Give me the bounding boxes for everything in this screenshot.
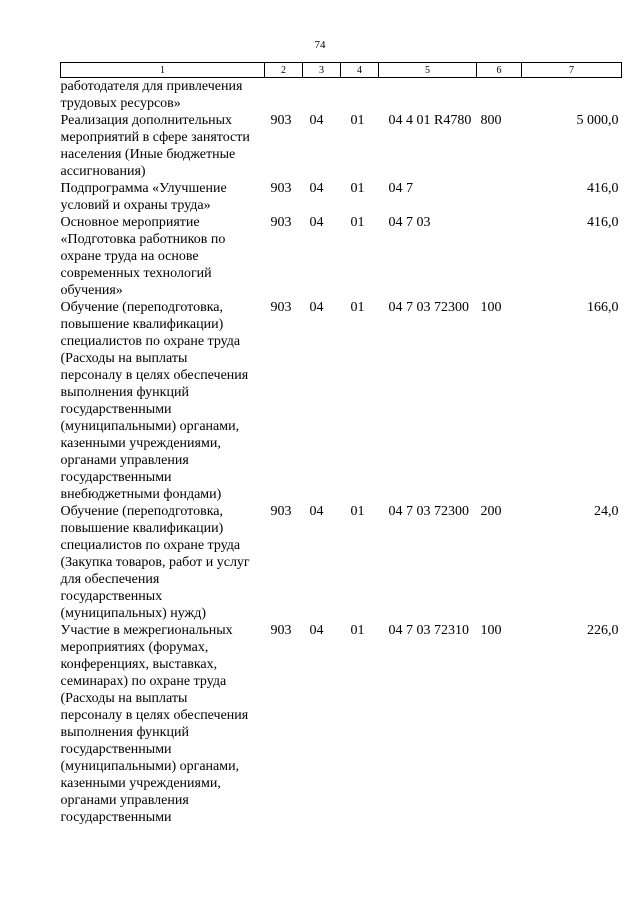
subsection-code-cell: 01 bbox=[350, 623, 365, 638]
table-body bbox=[61, 78, 622, 827]
row-name-line: казенными учреждениями, bbox=[60, 436, 221, 451]
column-header-3: 3 bbox=[303, 63, 341, 78]
row-name-cell bbox=[61, 299, 265, 503]
expense-type-cell: 800 bbox=[480, 113, 502, 128]
row-name-line: казенными учреждениями, bbox=[60, 776, 221, 791]
amount-cell: 226,0 bbox=[587, 623, 619, 638]
table-row bbox=[61, 180, 622, 214]
row-name-line: специалистов по охране труда bbox=[60, 538, 241, 553]
row-name-line: государственными bbox=[60, 402, 172, 417]
section-code-cell bbox=[303, 78, 341, 113]
row-name-cell bbox=[61, 78, 265, 113]
target-article-cell bbox=[379, 78, 477, 113]
page-number: 74 bbox=[314, 39, 326, 51]
row-name-line: современных технологий bbox=[60, 266, 212, 281]
table-row bbox=[61, 112, 622, 180]
grbs-code-cell: 903 bbox=[270, 623, 292, 638]
table-row bbox=[61, 214, 622, 299]
column-number-header-row bbox=[61, 63, 622, 78]
grbs-code-cell: 903 bbox=[270, 215, 292, 230]
section-code-cell: 04 bbox=[309, 300, 324, 315]
amount-cell: 416,0 bbox=[587, 215, 619, 230]
row-name-line: выполнения функций bbox=[60, 385, 189, 400]
row-name-line: (муниципальными) органами, bbox=[60, 419, 240, 434]
grbs-code-cell: 903 bbox=[270, 181, 292, 196]
target-article-cell: 04 4 01 R4780 bbox=[388, 113, 472, 128]
row-name-line: (Закупка товаров, работ и услуг bbox=[60, 555, 250, 570]
column-header-1: 1 bbox=[61, 63, 265, 78]
expense-type-cell bbox=[477, 180, 522, 214]
row-name-line: Обучение (переподготовка, bbox=[60, 300, 224, 315]
row-name-line: работодателя для привлечения bbox=[60, 79, 243, 94]
section-code-cell: 04 bbox=[309, 504, 324, 519]
row-name-line: конференциях, выставках, bbox=[60, 657, 218, 672]
row-name-line: населения (Иные бюджетные bbox=[60, 147, 236, 162]
subsection-code-cell: 01 bbox=[350, 504, 365, 519]
row-name-cell bbox=[61, 112, 265, 180]
section-code-cell: 04 bbox=[309, 215, 324, 230]
row-name-line: (Расходы на выплаты bbox=[60, 691, 188, 706]
column-header-7: 7 bbox=[522, 63, 622, 78]
expense-type-cell bbox=[477, 214, 522, 299]
subsection-code-cell: 01 bbox=[350, 113, 365, 128]
row-name-line: (Расходы на выплаты bbox=[60, 351, 188, 366]
row-name-line: семинарах) по охране труда bbox=[60, 674, 227, 689]
row-name-line: трудовых ресурсов» bbox=[60, 96, 181, 111]
section-code-cell: 04 bbox=[309, 181, 324, 196]
row-name-line: органами управления bbox=[60, 453, 189, 468]
budget-table bbox=[60, 62, 622, 826]
row-name-line: Участие в межрегиональных bbox=[60, 623, 233, 638]
grbs-code-cell: 903 bbox=[270, 504, 292, 519]
column-header-6: 6 bbox=[477, 63, 522, 78]
row-name-line: Обучение (переподготовка, bbox=[60, 504, 224, 519]
row-name-line: условий и охраны труда» bbox=[60, 198, 211, 213]
amount-cell bbox=[522, 78, 622, 113]
expense-type-cell: 100 bbox=[480, 623, 502, 638]
column-header-5: 5 bbox=[379, 63, 477, 78]
row-name-line: специалистов по охране труда bbox=[60, 334, 241, 349]
row-name-line: Подпрограмма «Улучшение bbox=[60, 181, 227, 196]
row-name-cell bbox=[61, 214, 265, 299]
table-row bbox=[61, 299, 622, 503]
row-name-line: обучения» bbox=[60, 283, 123, 298]
target-article-cell: 04 7 03 bbox=[388, 215, 431, 230]
expense-type-cell: 100 bbox=[480, 300, 502, 315]
table-row bbox=[61, 503, 622, 622]
amount-cell: 416,0 bbox=[587, 181, 619, 196]
row-name-line: «Подготовка работников по bbox=[60, 232, 226, 247]
row-name-line: внебюджетными фондами) bbox=[60, 487, 222, 502]
section-code-cell: 04 bbox=[309, 623, 324, 638]
row-name-line: органами управления bbox=[60, 793, 189, 808]
row-name-line: мероприятиях (форумах, bbox=[60, 640, 209, 655]
grbs-code-cell: 903 bbox=[270, 113, 292, 128]
row-name-cell bbox=[61, 503, 265, 622]
row-name-cell bbox=[61, 180, 265, 214]
row-name-line: мероприятий в сфере занятости bbox=[60, 130, 250, 145]
target-article-cell: 04 7 03 72300 bbox=[388, 300, 469, 315]
amount-cell: 5 000,0 bbox=[576, 113, 619, 128]
row-name-line: охране труда на основе bbox=[60, 249, 199, 264]
amount-cell: 166,0 bbox=[587, 300, 619, 315]
row-name-line: государственными bbox=[60, 742, 172, 757]
amount-cell: 24,0 bbox=[594, 504, 619, 519]
column-header-2: 2 bbox=[265, 63, 303, 78]
grbs-code-cell: 903 bbox=[270, 300, 292, 315]
section-code-cell: 04 bbox=[309, 113, 324, 128]
subsection-code-cell: 01 bbox=[350, 215, 365, 230]
row-name-line: повышение квалификации) bbox=[60, 521, 224, 536]
target-article-cell: 04 7 bbox=[388, 181, 413, 196]
expense-type-cell: 200 bbox=[480, 504, 502, 519]
row-name-line: выполнения функций bbox=[60, 725, 189, 740]
table-row bbox=[61, 622, 622, 826]
row-name-line: ассигнования) bbox=[60, 164, 146, 179]
subsection-code-cell: 01 bbox=[350, 181, 365, 196]
target-article-cell: 04 7 03 72300 bbox=[388, 504, 469, 519]
row-name-line: Реализация дополнительных bbox=[60, 113, 232, 128]
row-name-line: государственными bbox=[60, 470, 172, 485]
grbs-code-cell bbox=[265, 78, 303, 113]
row-name-line: государственных bbox=[60, 589, 163, 604]
row-name-line: персоналу в целях обеспечения bbox=[60, 708, 249, 723]
row-name-line: повышение квалификации) bbox=[60, 317, 224, 332]
table-row bbox=[61, 78, 622, 113]
row-name-line: (муниципальных) нужд) bbox=[60, 606, 207, 621]
row-name-cell bbox=[61, 622, 265, 826]
row-name-line: (муниципальными) органами, bbox=[60, 759, 240, 774]
column-header-4: 4 bbox=[341, 63, 379, 78]
expense-type-cell bbox=[477, 78, 522, 113]
row-name-line: Основное мероприятие bbox=[60, 215, 200, 230]
subsection-code-cell bbox=[341, 78, 379, 113]
row-name-line: персоналу в целях обеспечения bbox=[60, 368, 249, 383]
subsection-code-cell: 01 bbox=[350, 300, 365, 315]
row-name-line: государственными bbox=[60, 810, 172, 825]
row-name-line: для обеспечения bbox=[60, 572, 160, 587]
target-article-cell: 04 7 03 72310 bbox=[388, 623, 469, 638]
